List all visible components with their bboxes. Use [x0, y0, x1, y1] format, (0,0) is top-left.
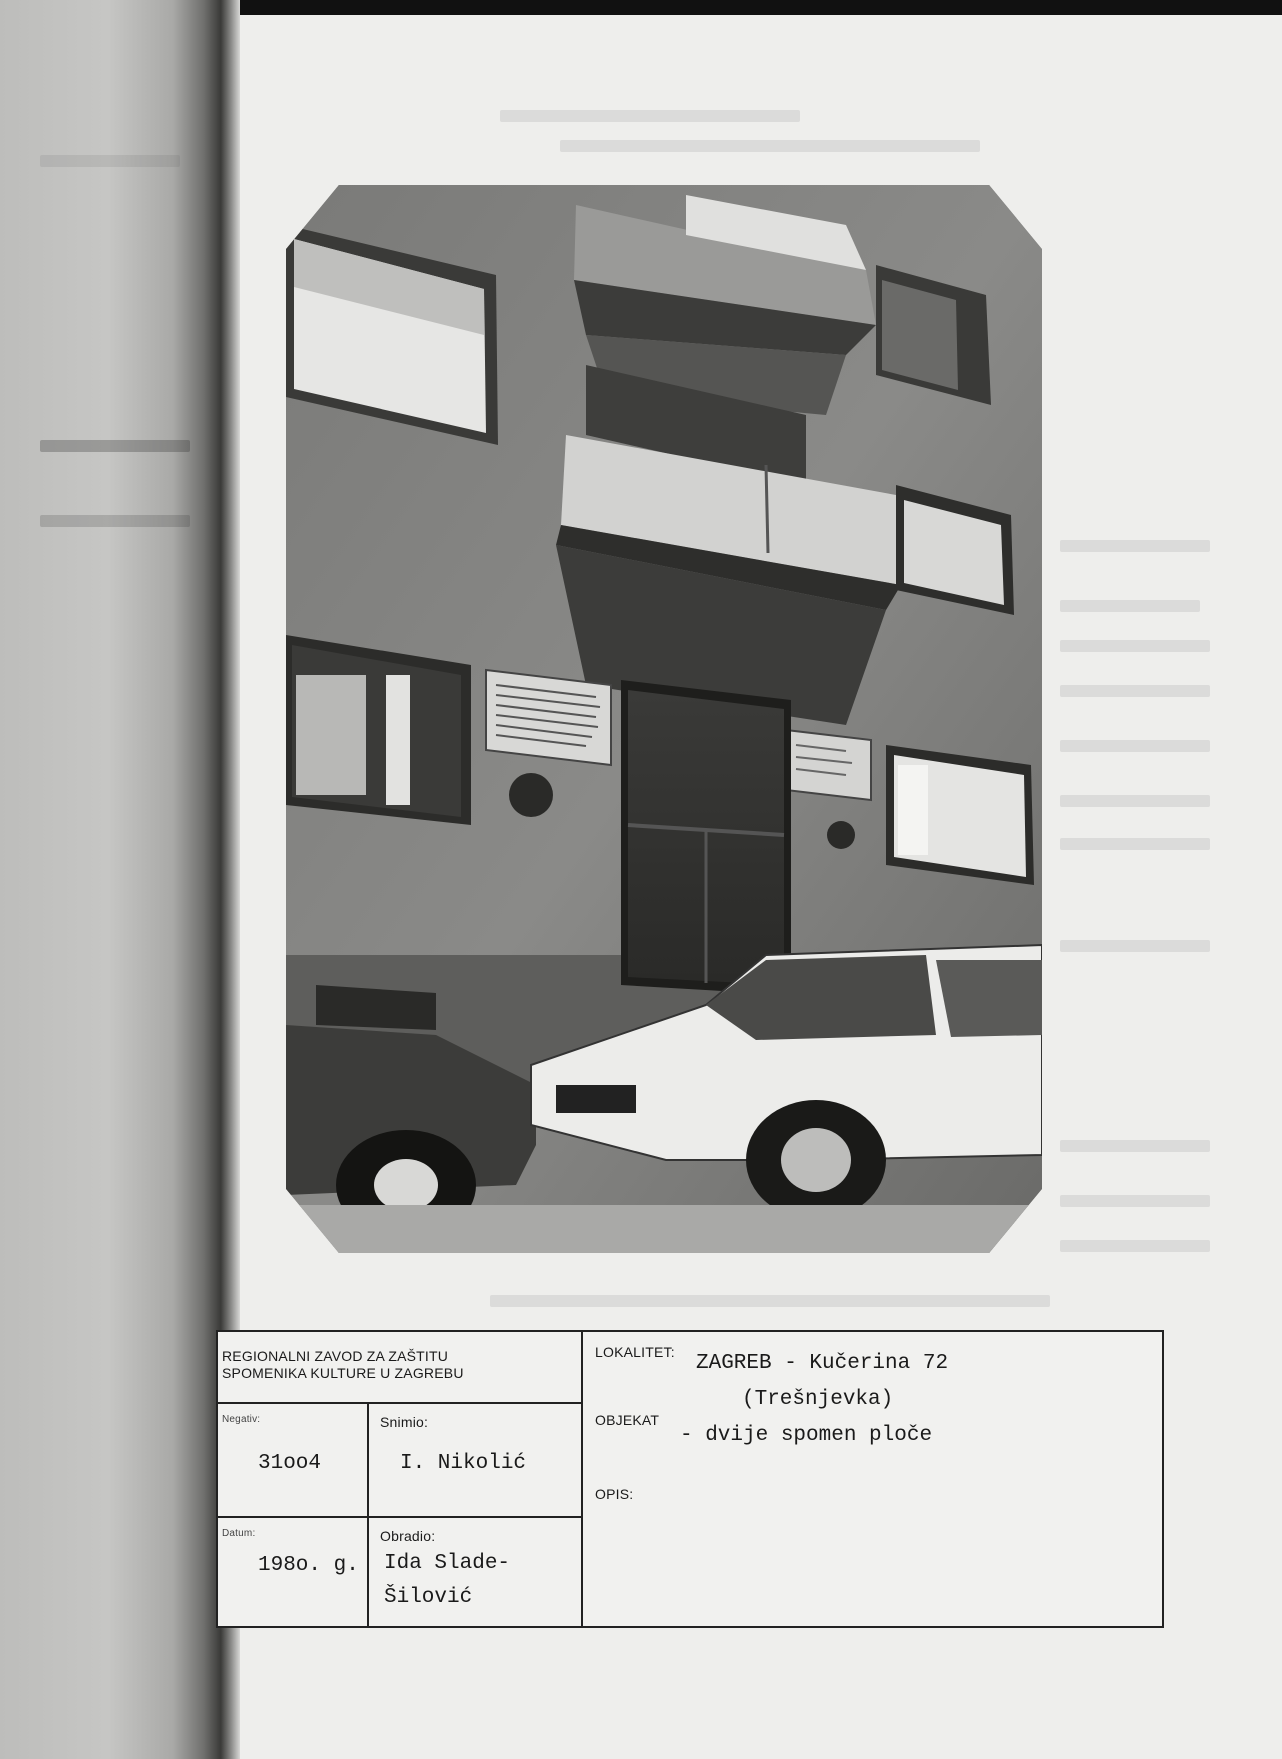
lokalitet-value-line-1: ZAGREB - Kučerina 72 [696, 1352, 949, 1375]
negativ-value: 31oo4 [258, 1452, 322, 1475]
objekat-value: - dvije spomen ploče [680, 1424, 933, 1447]
facade-photograph [286, 185, 1042, 1253]
card-divider-h2 [218, 1516, 581, 1518]
window-ground-right [886, 745, 1034, 885]
book-binding-shadow [0, 0, 240, 1759]
institution-line-1: REGIONALNI ZAVOD ZA ZAŠTITU [222, 1348, 449, 1364]
obradio-value-line-1: Ida Slade- [384, 1552, 511, 1575]
institution-line-2: SPOMENIKA KULTURE U ZAGREBU [222, 1365, 464, 1381]
catalogue-card [216, 1330, 1164, 1628]
card-divider-main [581, 1332, 583, 1626]
datum-value: 198o. g. [258, 1554, 359, 1577]
lokalitet-value-line-2: (Trešnjevka) [742, 1388, 894, 1411]
entrance-door [621, 680, 791, 995]
snimio-label: Snimio: [380, 1414, 429, 1430]
negativ-label: Negativ: [222, 1414, 261, 1425]
card-divider-h1 [218, 1402, 581, 1404]
obradio-value-line-2: Šilović [384, 1586, 473, 1609]
window-ground-left [286, 635, 471, 825]
datum-label: Datum: [222, 1528, 256, 1539]
objekat-label: OBJEKAT [595, 1412, 660, 1428]
card-divider-inner [367, 1402, 369, 1626]
opis-label: OPIS: [595, 1486, 634, 1502]
lokalitet-label: LOKALITET: [595, 1344, 675, 1360]
obradio-label: Obradio: [380, 1528, 436, 1544]
snimio-value: I. Nikolić [400, 1452, 527, 1475]
